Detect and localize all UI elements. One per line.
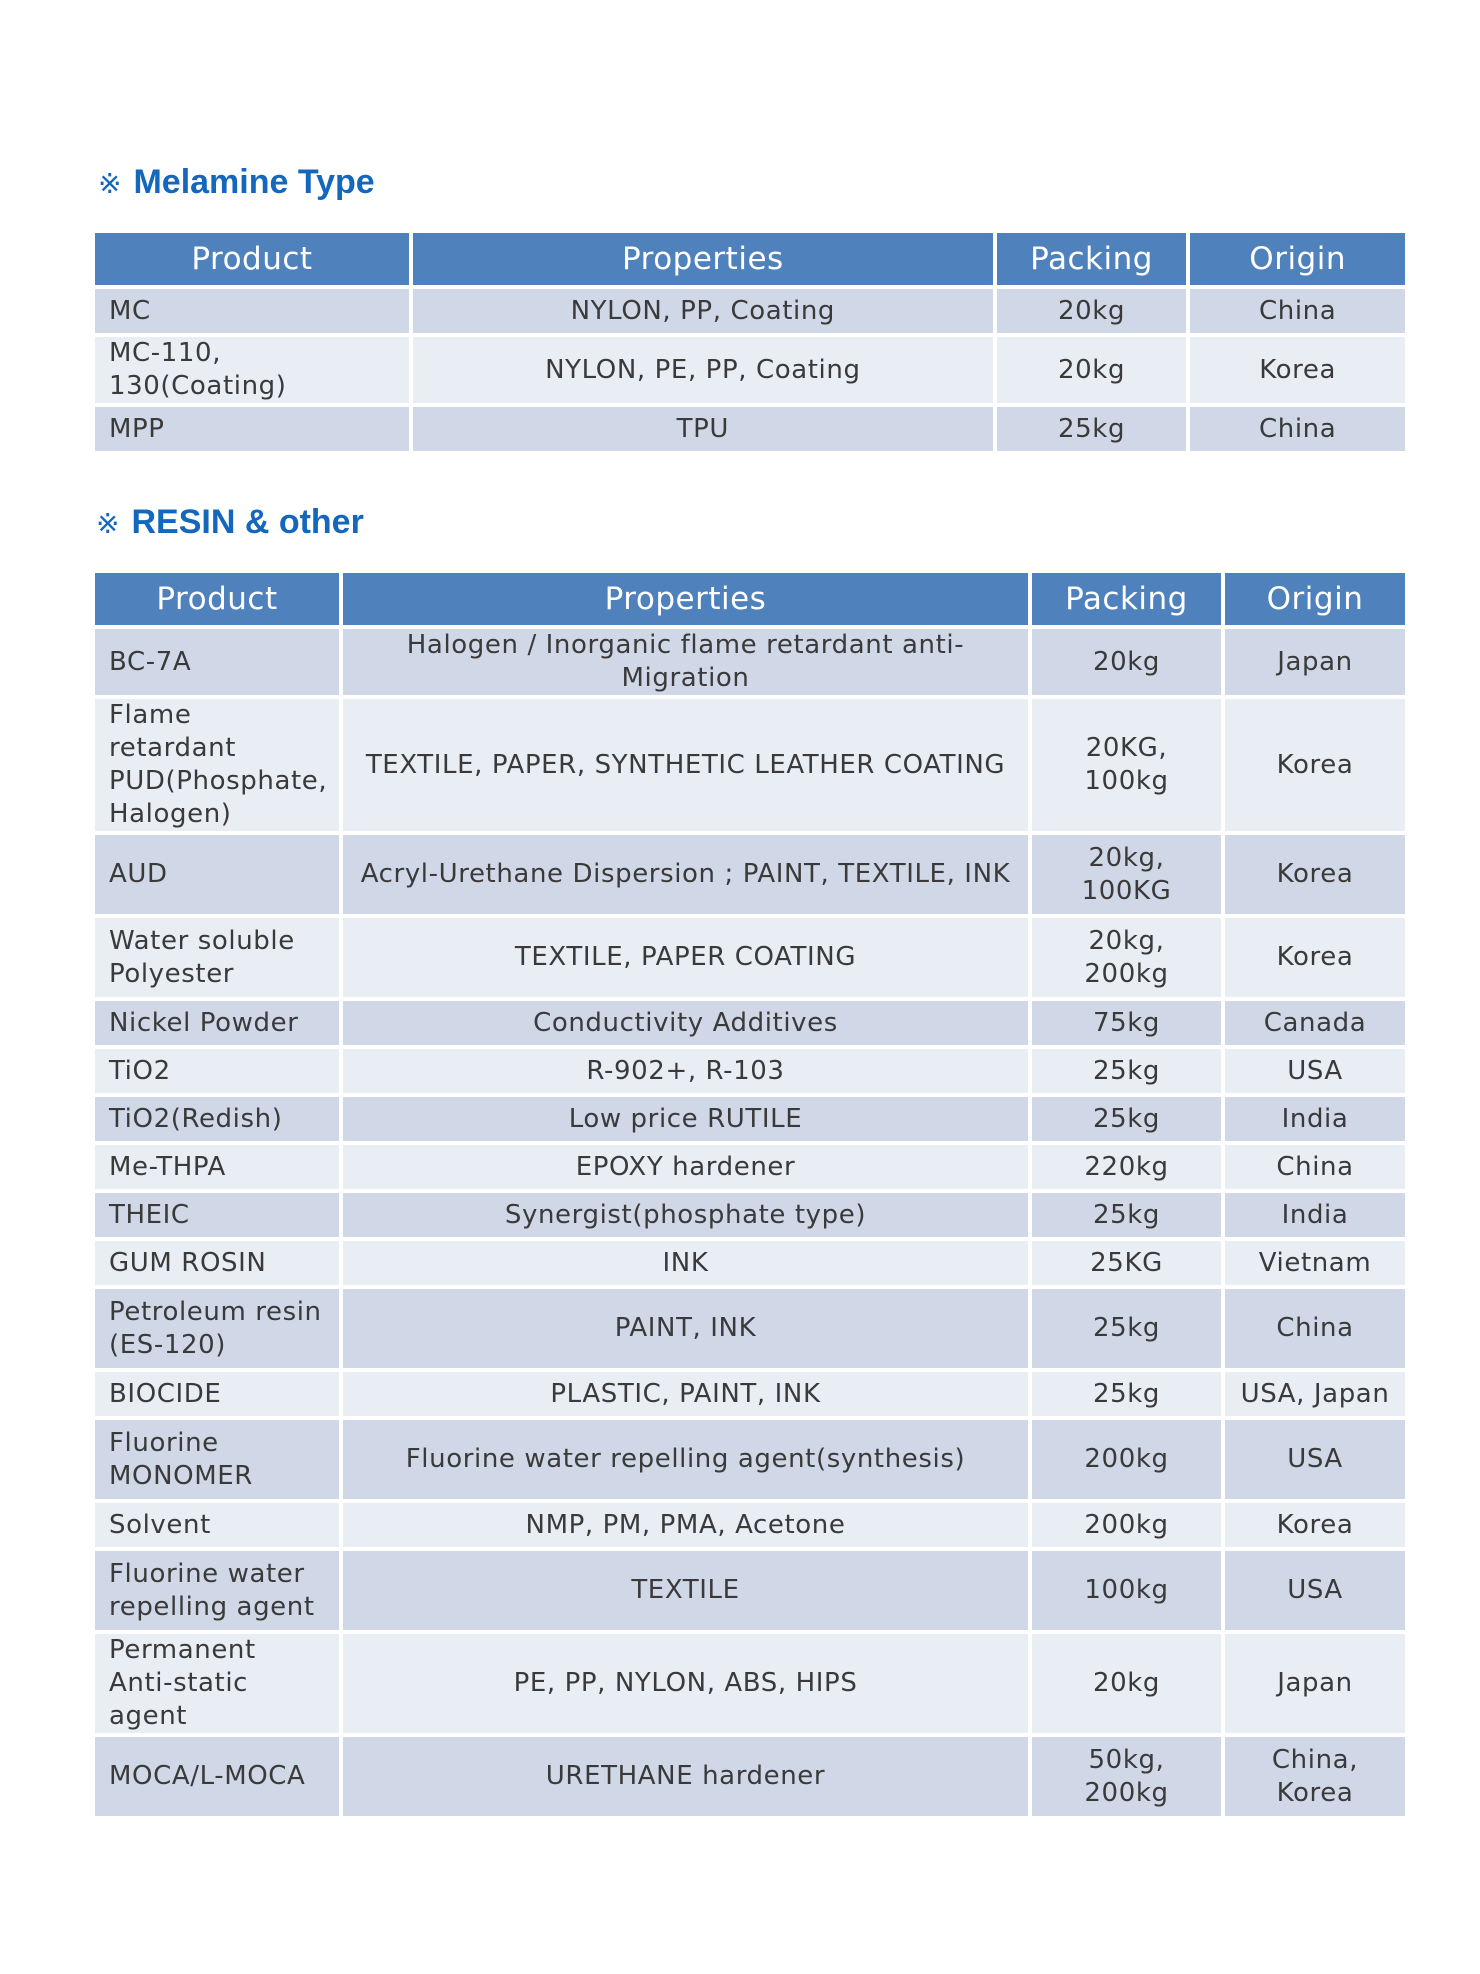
cell-origin: Korea [1225, 699, 1405, 831]
header-properties: Properties [343, 573, 1028, 625]
cell-product: TiO2 [95, 1049, 339, 1093]
cell-packing: 25KG [1032, 1241, 1221, 1285]
cell-properties: TEXTILE, PAPER, SYNTHETIC LEATHER COATING [343, 699, 1028, 831]
header-product: Product [95, 233, 409, 285]
cell-packing: 220kg [1032, 1145, 1221, 1189]
table-row [95, 1145, 1405, 1189]
cell-properties: Acryl-Urethane Dispersion ; PAINT, TEXTILE, INK [343, 835, 1028, 914]
table-row [95, 1049, 1405, 1093]
table-row [95, 1503, 1405, 1547]
section-title-resin [96, 503, 364, 542]
cell-product: MC [95, 289, 409, 333]
cell-packing: 25kg [1032, 1193, 1221, 1237]
table-row [95, 1737, 1405, 1816]
section-title-melamine [98, 163, 375, 202]
cell-packing: 200kg [1032, 1503, 1221, 1547]
table-row [95, 1289, 1405, 1368]
cell-origin: Korea [1225, 1503, 1405, 1547]
cell-properties: Halogen / Inorganic flame retardant anti-Migration [343, 629, 1028, 695]
cell-packing: 200kg [1032, 1420, 1221, 1499]
cell-packing: 25kg [1032, 1289, 1221, 1368]
cell-origin: India [1225, 1193, 1405, 1237]
table-row [95, 629, 1405, 695]
table-row [95, 1193, 1405, 1237]
cell-product: Nickel Powder [95, 1001, 339, 1045]
cell-properties: NYLON, PE, PP, Coating [413, 337, 993, 403]
cell-origin: China [1225, 1289, 1405, 1368]
cell-origin: Japan [1225, 629, 1405, 695]
cell-product: THEIC [95, 1193, 339, 1237]
table-row [95, 1634, 1405, 1733]
cell-product: BC-7A [95, 629, 339, 695]
cell-product: MPP [95, 407, 409, 451]
cell-product: Me-THPA [95, 1145, 339, 1189]
cell-packing: 25kg [1032, 1372, 1221, 1416]
cell-packing: 25kg [997, 407, 1187, 451]
cell-product: Petroleum resin (ES-120) [95, 1289, 339, 1368]
cell-product: Solvent [95, 1503, 339, 1547]
cell-product: MC-110, 130(Coating) [95, 337, 409, 403]
cell-product: Flame retardant PUD(Phosphate, Halogen) [95, 699, 339, 831]
cell-properties: NYLON, PP, Coating [413, 289, 993, 333]
cell-properties: EPOXY hardener [343, 1145, 1028, 1189]
cell-origin: Korea [1225, 918, 1405, 997]
cell-packing: 25kg [1032, 1049, 1221, 1093]
cell-packing: 20kg [1032, 629, 1221, 695]
cell-origin: China [1190, 407, 1405, 451]
cell-origin: USA, Japan [1225, 1372, 1405, 1416]
cell-origin: Vietnam [1225, 1241, 1405, 1285]
melamine-type-table [91, 229, 1409, 455]
cell-product: MOCA/L-MOCA [95, 1737, 339, 1816]
cell-properties: TEXTILE, PAPER COATING [343, 918, 1028, 997]
cell-packing: 25kg [1032, 1097, 1221, 1141]
cell-origin: Canada [1225, 1001, 1405, 1045]
cell-packing: 20kg [997, 289, 1187, 333]
cell-properties: URETHANE hardener [343, 1737, 1028, 1816]
cell-properties: Fluorine water repelling agent(synthesis) [343, 1420, 1028, 1499]
cell-product: BIOCIDE [95, 1372, 339, 1416]
cell-packing: 50kg, 200kg [1032, 1737, 1221, 1816]
header-origin: Origin [1190, 233, 1405, 285]
cell-packing: 20kg [1032, 1634, 1221, 1733]
cell-packing: 100kg [1032, 1551, 1221, 1630]
header-properties: Properties [413, 233, 993, 285]
cell-origin: Korea [1190, 337, 1405, 403]
reference-mark-icon: ※ [96, 507, 120, 540]
cell-origin: China [1225, 1145, 1405, 1189]
cell-product: Water soluble Polyester [95, 918, 339, 997]
table-row [95, 699, 1405, 831]
table-row [95, 1097, 1405, 1141]
cell-product: Fluorine water repelling agent [95, 1551, 339, 1630]
cell-product: TiO2(Redish) [95, 1097, 339, 1141]
cell-origin: Japan [1225, 1634, 1405, 1733]
resin-other-table [91, 569, 1409, 1820]
cell-packing: 75kg [1032, 1001, 1221, 1045]
cell-packing: 20kg, 100KG [1032, 835, 1221, 914]
table-row [95, 1001, 1405, 1045]
cell-properties: Low price RUTILE [343, 1097, 1028, 1141]
cell-product: GUM ROSIN [95, 1241, 339, 1285]
cell-origin: China [1190, 289, 1405, 333]
cell-product: Fluorine MONOMER [95, 1420, 339, 1499]
cell-properties: Conductivity Additives [343, 1001, 1028, 1045]
table-row [95, 1420, 1405, 1499]
cell-properties: NMP, PM, PMA, Acetone [343, 1503, 1028, 1547]
cell-product: Permanent Anti-static agent [95, 1634, 339, 1733]
cell-packing: 20KG, 100kg [1032, 699, 1221, 831]
cell-origin: USA [1225, 1049, 1405, 1093]
header-product: Product [95, 573, 339, 625]
cell-packing: 20kg, 200kg [1032, 918, 1221, 997]
cell-properties: INK [343, 1241, 1028, 1285]
cell-properties: PAINT, INK [343, 1289, 1028, 1368]
cell-product: AUD [95, 835, 339, 914]
cell-packing: 20kg [997, 337, 1187, 403]
cell-properties: PE, PP, NYLON, ABS, HIPS [343, 1634, 1028, 1733]
table-row [95, 337, 1405, 403]
table-row [95, 1241, 1405, 1285]
table-row [95, 407, 1405, 451]
table-row [95, 289, 1405, 333]
table-row [95, 1372, 1405, 1416]
table-row [95, 918, 1405, 997]
table-row [95, 1551, 1405, 1630]
cell-origin: USA [1225, 1420, 1405, 1499]
reference-mark-icon: ※ [98, 167, 122, 200]
cell-origin: China, Korea [1225, 1737, 1405, 1816]
cell-properties: R-902+, R-103 [343, 1049, 1028, 1093]
header-origin: Origin [1225, 573, 1405, 625]
header-packing: Packing [1032, 573, 1221, 625]
section-title-text: Melamine Type [133, 163, 375, 201]
section-title-text: RESIN & other [131, 503, 364, 541]
cell-origin: India [1225, 1097, 1405, 1141]
table-row [95, 835, 1405, 914]
cell-properties: PLASTIC, PAINT, INK [343, 1372, 1028, 1416]
melamine-table-body [95, 289, 1405, 451]
header-packing: Packing [997, 233, 1187, 285]
cell-origin: USA [1225, 1551, 1405, 1630]
cell-properties: TEXTILE [343, 1551, 1028, 1630]
cell-origin: Korea [1225, 835, 1405, 914]
cell-properties: TPU [413, 407, 993, 451]
resin-table-body [95, 629, 1405, 1816]
cell-properties: Synergist(phosphate type) [343, 1193, 1028, 1237]
